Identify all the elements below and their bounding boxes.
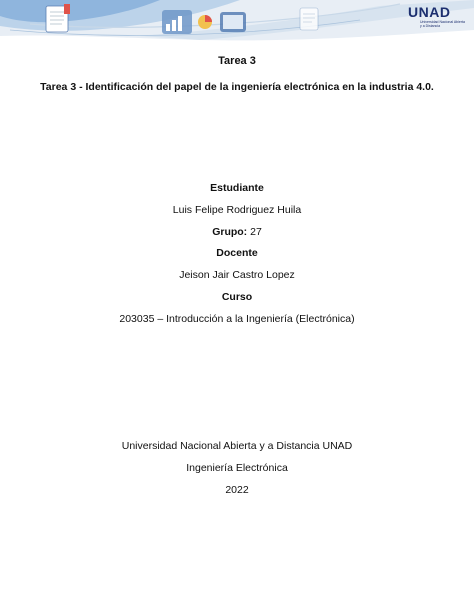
group-line <box>0 226 474 239</box>
header-banner <box>0 0 474 44</box>
teacher-name: Jeison Jair Castro Lopez <box>179 269 295 281</box>
document-title: Tarea 3 <box>218 55 256 67</box>
student-heading: Estudiante <box>210 182 264 194</box>
group-label: Grupo: <box>212 226 248 238</box>
document-year: 2022 <box>225 484 249 496</box>
document-subtitle: Tarea 3 - Identificación del papel de la ingeniería electrónica en la industria 4.0. <box>40 81 434 93</box>
course-heading: Curso <box>221 291 253 303</box>
program-name: Ingeniería Electrónica <box>186 462 288 474</box>
logo-text: UNAD <box>408 4 451 20</box>
logo-subtitle: Universidad Nacional Abierta y a Distancia <box>420 20 465 28</box>
student-name: Luis Felipe Rodriguez Huila <box>172 204 302 216</box>
doc-icon <box>300 8 318 30</box>
university-name: Universidad Nacional Abierta y a Distancia UNAD <box>121 440 353 452</box>
group-value: 27 <box>250 226 262 238</box>
teacher-heading: Docente <box>216 247 258 259</box>
notebook-icon <box>46 4 70 32</box>
unad-logo <box>408 4 468 34</box>
course-name: 203035 – Introducción a la Ingeniería (Electrónica) <box>119 313 355 325</box>
tablet-icon <box>220 12 246 32</box>
